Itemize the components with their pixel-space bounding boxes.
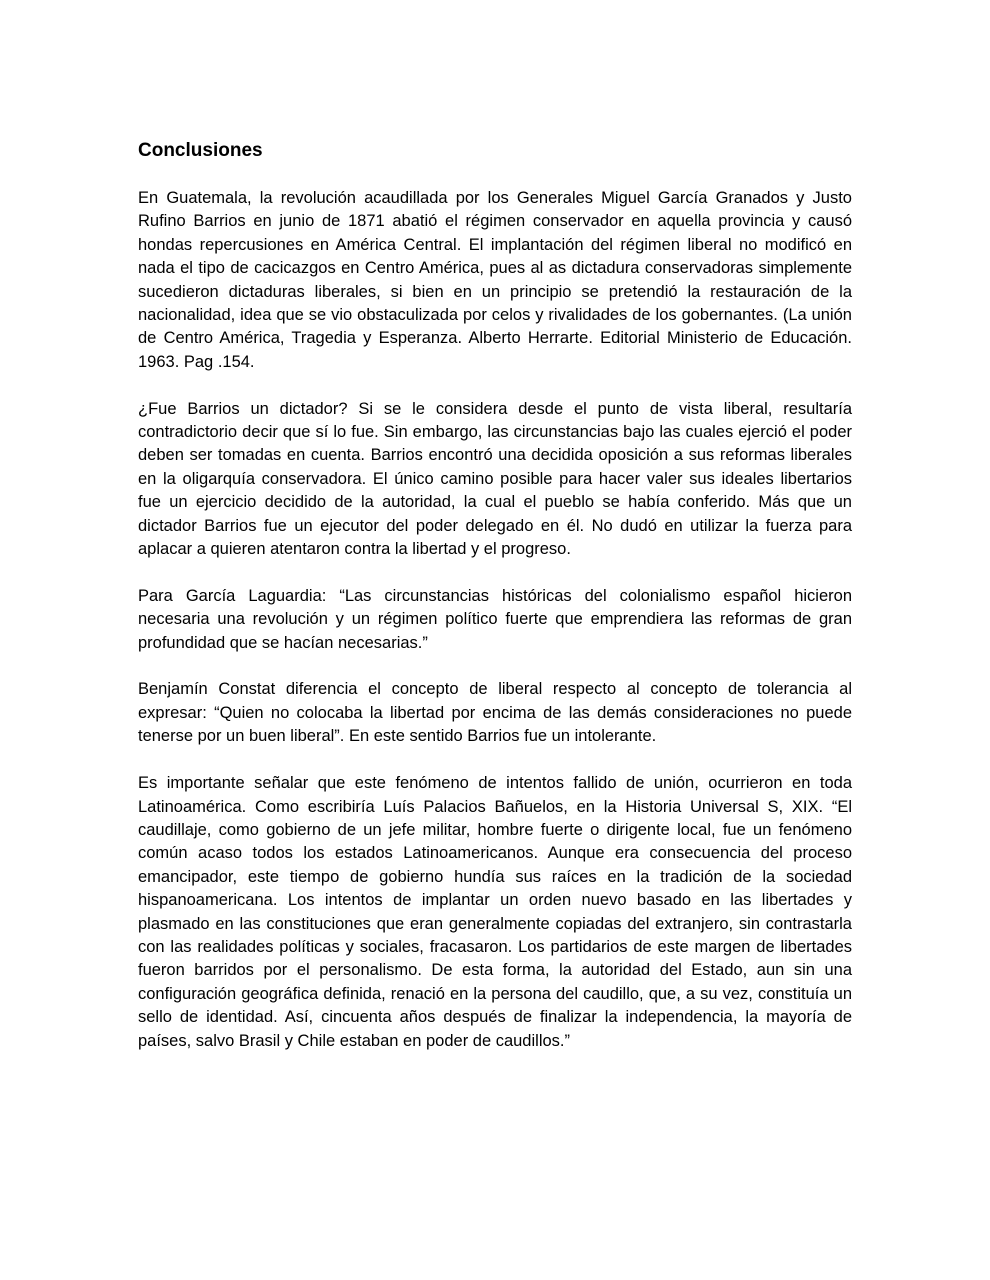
paragraph-caudillaje: Es importante señalar que este fenómeno de intentos fallido de unión, ocurrieron en toda Latinoamérica. Como escribiría Luís Palacios Bañuelos, en la Historia Universal S, XIX. “El caudillaje, como gobierno de un jefe militar, hombre fuerte o dirigente local, fue un fenómeno común acaso todos los estados Latinoamericanos. Aunque era consecuencia del proceso emancipador, este tiempo de gobierno hundía sus raíces en la tradición de la sociedad hispanoamericana. Los intentos de implantar un orden nuevo basado en las libertades y plasmado en las constituciones que eran generalmente copiadas del extranjero, sin contrastarla con las realidades políticas y sociales, fracasaron. Los partidarios de este margen de libertades fueron barridos por el personalismo. De esta forma, la autoridad del Estado, aun sin una configuración geográfica definida, renació en la persona del caudillo, que, a su vez, constituía un sello de identidad. Así, cincuenta años después de finalizar la independencia, la mayoría de países, salvo Brasil y Chile estaban en poder de caudillos.”: [138, 774, 852, 1050]
paragraph-barrios-dictator: ¿Fue Barrios un dictador? Si se le considera desde el punto de vista liberal, resultaría contradictorio decir que sí lo fue. Sin embargo, las circunstancias bajo las cuales ejerció el poder deben ser tomadas en cuenta. Barrios encontró una decidida oposición a sus reformas liberales en la oligarquía conservadora. El único camino posible para hacer valer sus ideales libertarios fue un ejercicio decidido de la autoridad, la cual el pueblo se había conferido. Más que un dictador Barrios fue un ejecutor del poder delegado en él. No dudó en utilizar la fuerza para aplacar a quieren atentaron contra la libertad y el progreso.: [138, 399, 852, 559]
paragraph-benjamin-constat: Benjamín Constat diferencia el concepto de liberal respecto al concepto de tolerancia al expresar: “Quien no colocaba la libertad por encima de las demás consideraciones no puede tenerse por un buen liberal”. En este sentido Barrios fue un intolerante.: [138, 680, 852, 746]
paragraph-guatemala-revolution: En Guatemala, la revolución acaudillada por los Generales Miguel García Granados y Justo Rufino Barrios en junio de 1871 abatió el régimen conservador en aquella provincia y causó hondas repercusiones en América Central. El implantación del régimen liberal no modificó en nada el tipo de cacicazgos en Centro América, pues al as dictadura conservadoras simplemente sucedieron dictaduras liberales, si bien en un principio se pretendió la restauración de la nacionalidad, idea que se vio obstaculizada por celos y rivalidades de los gobernantes. (La unión de Centro América, Tragedia y Esperanza. Alberto Herrarte. Editorial Ministerio de Educación. 1963. Pag .154.: [138, 189, 852, 371]
paragraph-garcia-laguardia: Para García Laguardia: “Las circunstancias históricas del colonialismo español hicieron necesaria una revolución y un régimen político fuerte que emprendiera las reformas de gran profundidad que se hacían necesarias.”: [138, 586, 852, 652]
page-title: Conclusiones: [138, 140, 263, 161]
document-page: [138, 138, 852, 1076]
